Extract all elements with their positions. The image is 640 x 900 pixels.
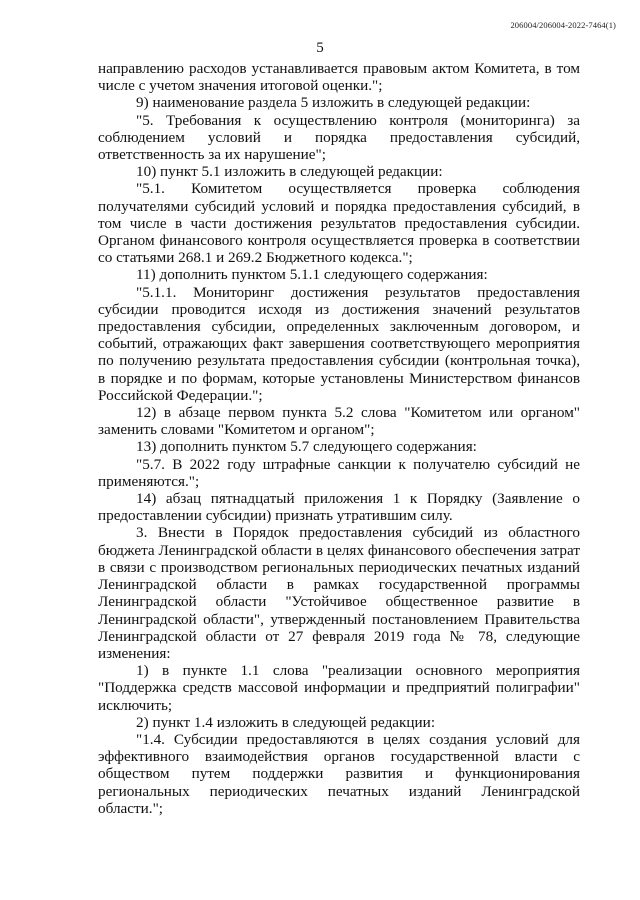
paragraph-continuation: направлению расходов устанавливается правовым актом Комитета, в том числе с учетом значения итоговой оценки."; [98, 60, 580, 95]
paragraph-item-2: 2) пункт 1.4 изложить в следующей редакции: [136, 713, 436, 731]
paragraph-item-14: 14) абзац пятнадцатый приложения 1 к Порядку (Заявление о предоставлении субсидии) признать утратившим силу. [98, 490, 580, 525]
paragraph-item-11: 11) дополнить пунктом 5.1.1 следующего содержания: [136, 266, 488, 284]
paragraph-item-9: 9) наименование раздела 5 изложить в следующей редакции: [136, 94, 531, 112]
paragraph-section-5-title: "5. Требования к осуществлению контроля (мониторинга) за соблюдением условий и порядка предоставления субсидий, ответственность за их нарушение"; [98, 111, 580, 164]
paragraph-clause-5-1: "5.1. Комитетом осуществляется проверка соблюдения получателями субсидий условий и порядка предоставления субсидий, в том числе в части достижения результатов предоставления субсидии. Органом финансового контроля осуществляется проверка в соответствии со статьями 268.1 и 269.2 Бюджетного кодекса."; [98, 180, 580, 267]
paragraph-item-1: 1) в пункте 1.1 слова "реализации основного мероприятия "Поддержка средств массовой информации и предприятий полиграфии" исключить; [98, 662, 580, 714]
paragraph-clause-5-1-1: "5.1.1. Мониторинг достижения результатов предоставления субсидии проводится исходя из достижения значений результатов предоставления субсидии, определенных заключенным договором, и событий, отражающих факт завершения соответствующего мероприятия по получению результата предоставления субсидии (контрольная точка), в порядке и по формам, которые установлены Министерством финансов Российской Федерации."; [98, 283, 580, 404]
page-number: 5 [316, 40, 324, 56]
paragraph-clause-5-7: "5.7. В 2022 году штрафные санкции к получателю субсидий не применяются."; [98, 455, 580, 490]
document-body [98, 60, 580, 817]
paragraph-clause-1-4: "1.4. Субсидии предоставляются в целях создания условий для эффективного взаимодействия органов государственной власти с обществом путем поддержки развития и функционирования региональных периодических печатных изданий Ленинградской области."; [98, 730, 580, 817]
paragraph-item-13: 13) дополнить пунктом 5.7 следующего содержания: [136, 438, 477, 456]
paragraph-section-3: 3. Внести в Порядок предоставления субсидий из областного бюджета Ленинградской области в целях финансового обеспечения затрат в связи с производством региональных периодических печатных изданий Ленинградской области в рамках государственной программы Ленинградской области "Устойчивое общественное развитие в Ленинградской области", утвержденный постановлением Правительства Ленинградской области от 27 февраля 2019 года № 78, следующие изменения: [98, 524, 580, 662]
document-code: 206004/206004-2022-7464(1) [510, 20, 616, 30]
paragraph-item-10: 10) пункт 5.1 изложить в следующей редакции: [136, 163, 443, 181]
paragraph-item-12: 12) в абзаце первом пункта 5.2 слова "Комитетом или органом" заменить словами "Комитетом и органом"; [98, 404, 580, 439]
